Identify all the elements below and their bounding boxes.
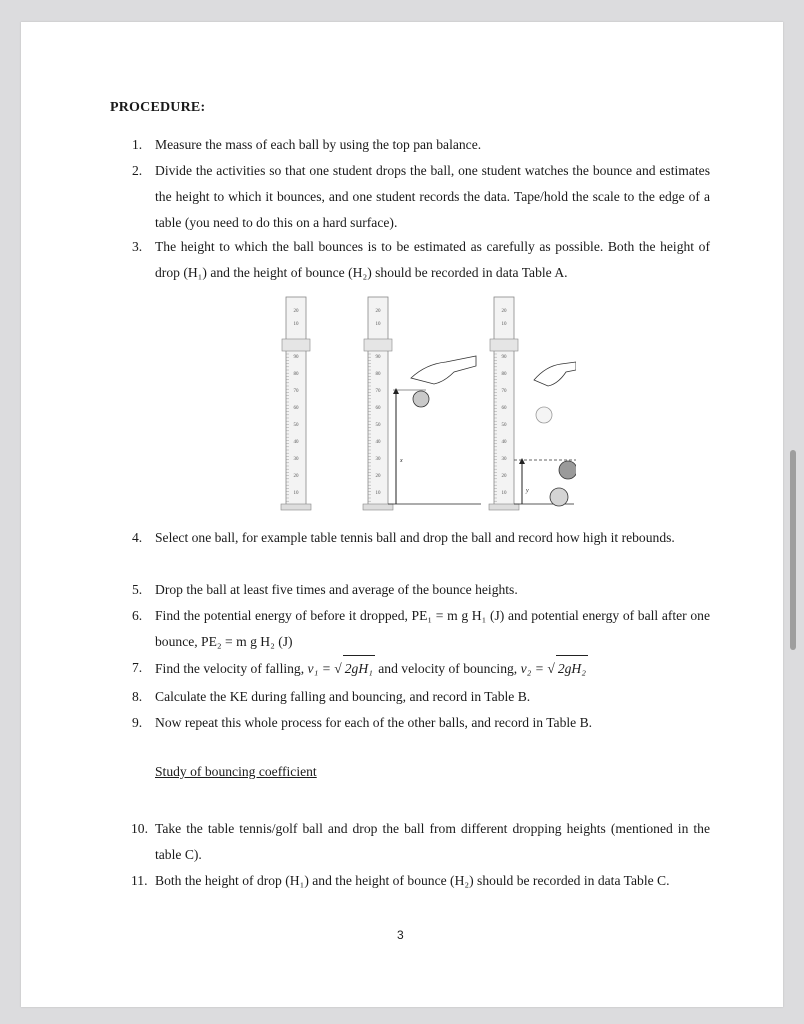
step-7: 7. Find the velocity of falling, v₁ = √ 2gH₁ and velocity of bouncing, v₂ = √ 2gH₂ [110,655,710,682]
ball-drop-diagram [276,292,576,517]
scale-3-tick-label: 90 [501,355,507,360]
ball-icon [413,391,429,407]
scrollbar[interactable] [790,450,796,650]
scale-1-label-20: 20 [293,309,299,314]
scale-1-tick-label: 10 [293,491,299,496]
scale-3-tick-label: 60 [501,406,507,411]
ball-faded-icon [536,407,552,423]
scale-1-tick-label: 70 [293,389,299,394]
step-11: 11. Both the height of drop (H₁) and the height of bounce (H₂) should be recorded in data Table C. [131,873,670,888]
scale-1-tick-label: 50 [293,423,299,428]
scale-2-label-10: 10 [375,322,381,327]
scale-1-tick-label: 20 [293,474,299,479]
hand-icon-2 [534,362,576,386]
sqrt-2gh1: 2gH₁ [343,655,375,682]
procedure-heading: PROCEDURE: [110,100,206,115]
scale-1-tick-label: 30 [293,457,299,462]
ball-ground-icon [550,488,568,506]
scale-3-tick-label: 80 [501,372,507,377]
step-6: 6. Find the potential energy of before it dropped, PE₁ = m g H₁ (J) and potential energy of ball after one bounce, PE₂ = m g H₂ (J) [132,608,710,649]
scale-2-tick-label: 60 [375,406,381,411]
scale-1-tick-label: 80 [293,372,299,377]
scale-3-tick-label: 50 [501,423,507,428]
scale-2-tick-label: 90 [375,355,381,360]
page-number: 3 [397,928,404,942]
scale-2-tick-label: 30 [375,457,381,462]
label-y: y [526,488,529,494]
scale-3-tick-label: 40 [501,440,507,445]
scale-3-tick-label: 20 [501,474,507,479]
step-1: 1. Measure the mass of each ball by using the top pan balance. [132,137,482,152]
scale-1 [281,297,311,510]
step-9: 9. Now repeat this whole process for each of the other balls, and record in Table B. [132,715,593,730]
step-3: 3. The height to which the ball bounces is to be estimated as carefully as possible. Both the height of drop (H₁) and the height of bounce (H₂) should be recorded in data Table A. [132,239,710,280]
scale-3-tick-label: 10 [501,491,507,496]
step-10: 10. Take the table tennis/golf ball and drop the ball from different dropping heights (mentioned in the table C). [131,821,710,862]
scale-2-tick-label: 10 [375,491,381,496]
step-5: 5. Drop the ball at least five times and average of the bounce heights. [132,582,518,597]
scale-2 [363,297,481,510]
label-x: x [400,458,403,464]
ball-bounce-icon [559,461,576,479]
scale-1-tick-label: 90 [293,355,299,360]
scale-2-tick-label: 20 [375,474,381,479]
step-2: 2. Divide the activities so that one student drops the ball, one student watches the bounce and estimates the height to which it bounces, and one student records the data. Tape/hold the scale to the edge of a table (you need to do this on a hard surface). [132,163,710,230]
scale-3 [489,297,576,510]
scale-3-tick-label: 30 [501,457,507,462]
step-8: 8. Calculate the KE during falling and bouncing, and record in Table B. [132,689,531,704]
sqrt-2gh2: 2gH₂ [556,655,588,682]
scale-2-label-20: 20 [375,309,381,314]
step-4: 4. Select one ball, for example table tennis ball and drop the ball and record how high it rebounds. [132,530,675,545]
hand-icon [411,356,476,384]
scale-1-tick-label: 40 [293,440,299,445]
document-page [21,22,783,1007]
scale-2-tick-label: 40 [375,440,381,445]
scale-3-tick-label: 70 [501,389,507,394]
scale-1-tick-label: 60 [293,406,299,411]
scale-2-tick-label: 50 [375,423,381,428]
scale-2-tick-label: 70 [375,389,381,394]
scale-1-label-10: 10 [293,322,299,327]
scale-2-tick-label: 80 [375,372,381,377]
scale-3-label-20: 20 [501,309,507,314]
bouncing-coefficient-subheading: Study of bouncing coefficient [155,764,317,779]
scale-3-label-10: 10 [501,322,507,327]
